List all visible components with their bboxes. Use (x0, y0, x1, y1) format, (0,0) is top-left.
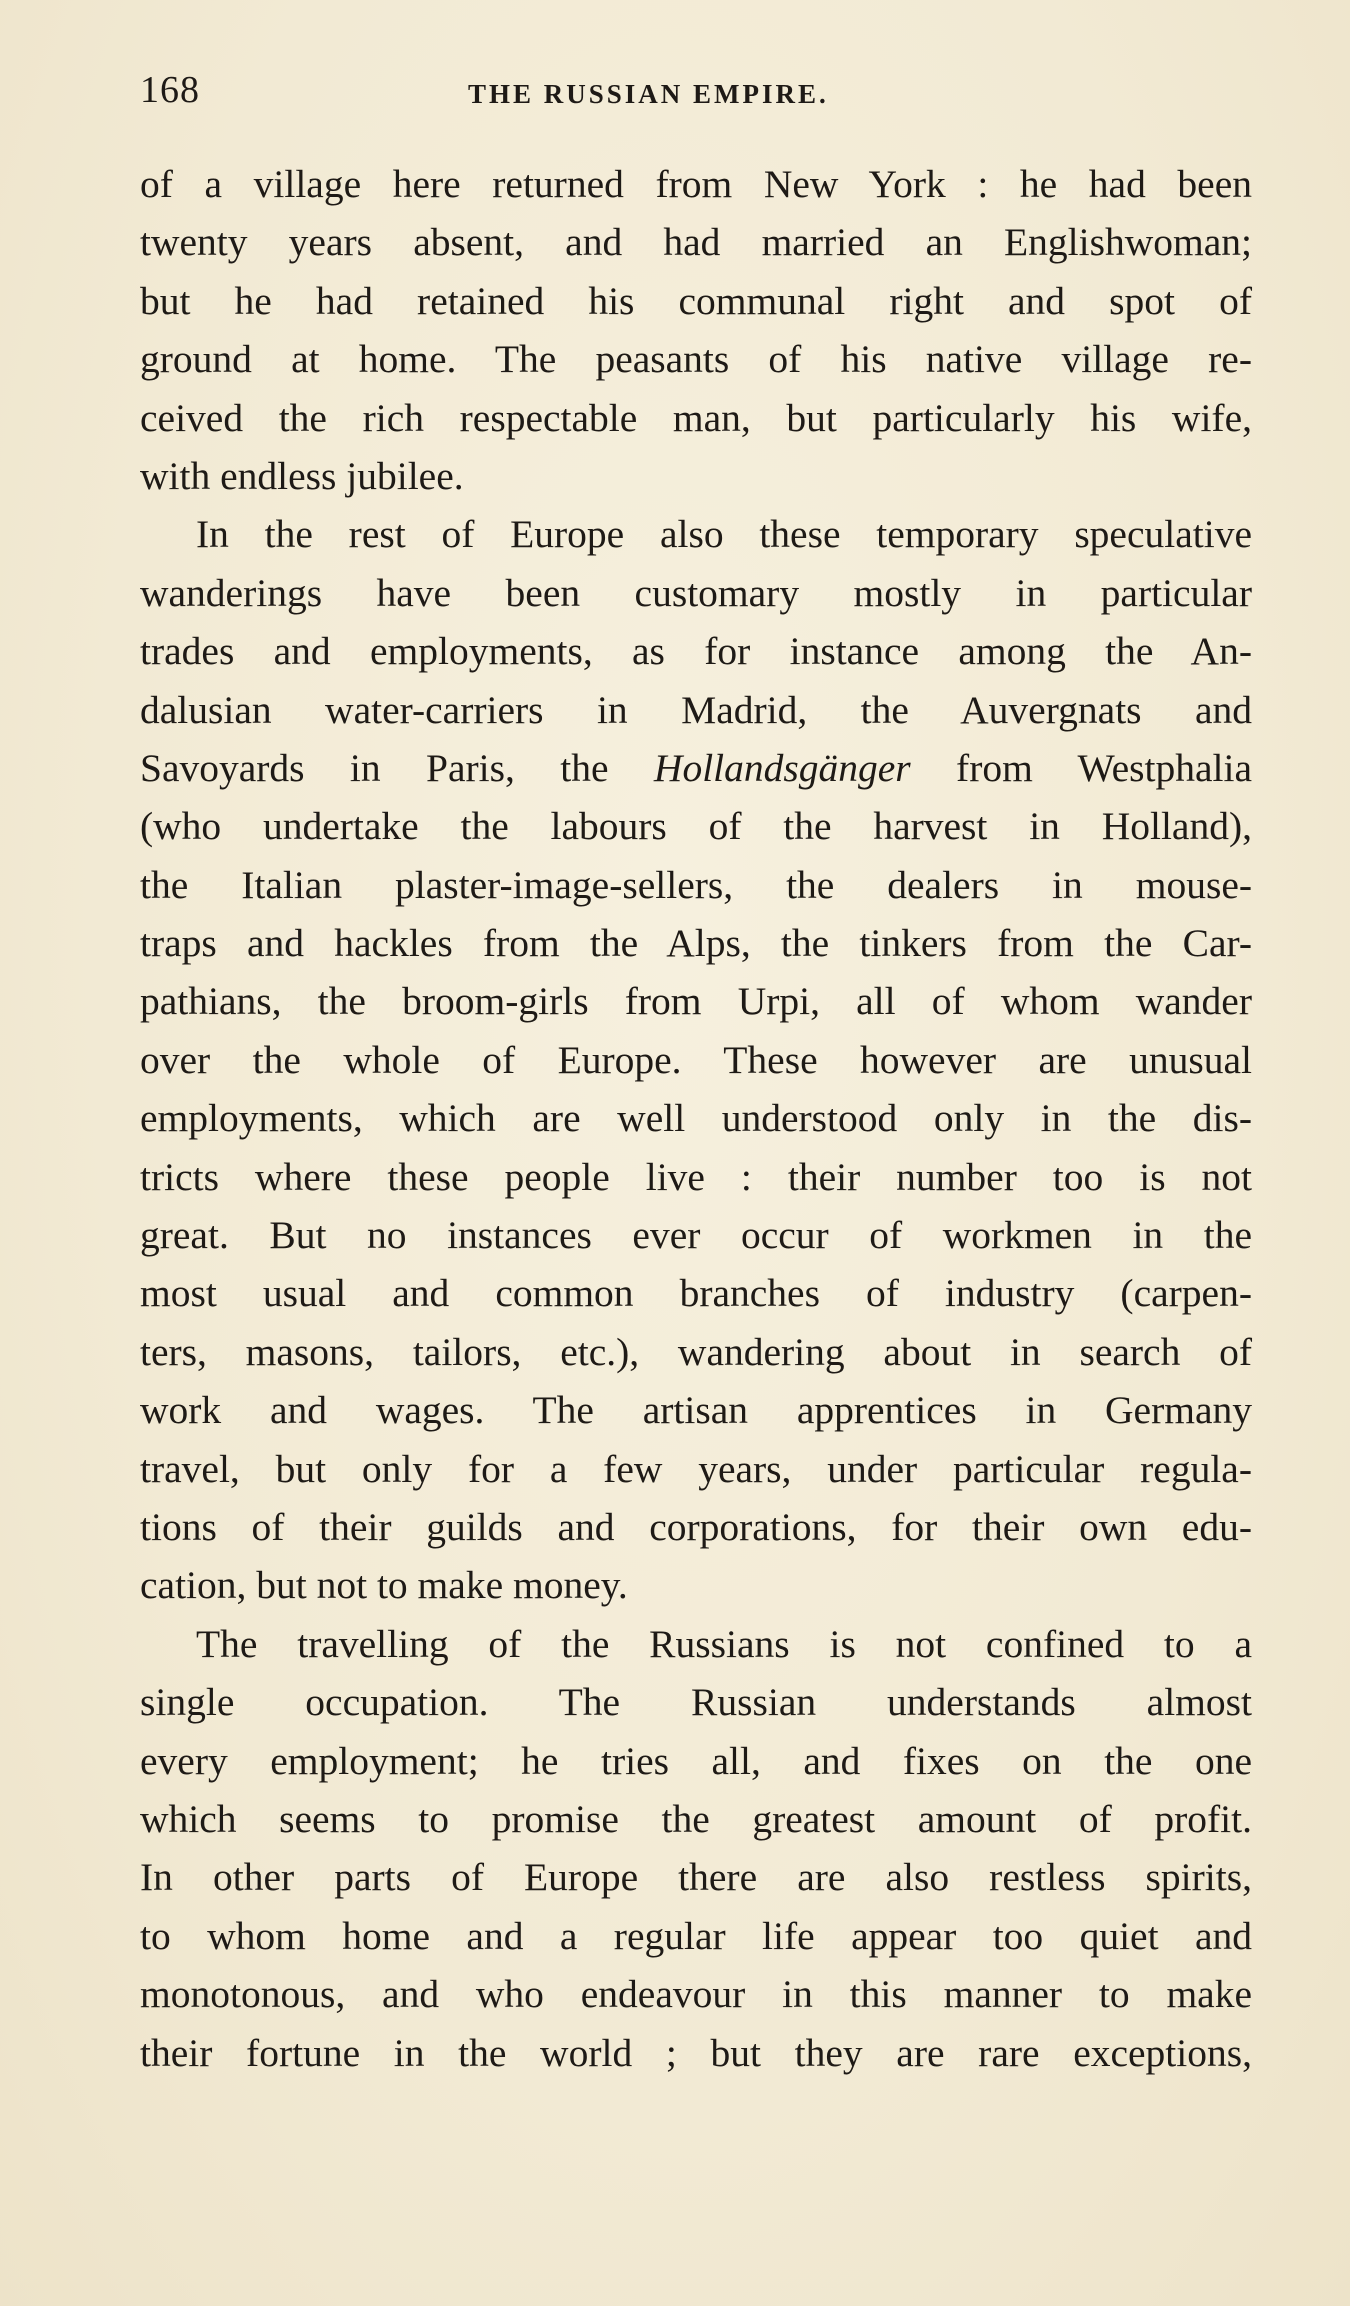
text-line: ground at home. The peasants of his native village re- (140, 337, 1252, 382)
text-segment: from Westphalia (910, 745, 1252, 790)
text-line: over the whole of Europe. These however are unusual (140, 1037, 1252, 1082)
text-line: dalusian water-carriers in Madrid, the Auvergnats and (140, 687, 1252, 732)
text-line (140, 739, 1252, 797)
text-line: pathians, the broom-girls from Urpi, all of whom wander (140, 979, 1252, 1024)
text-line: twenty years absent, and had married an Englishwoman; (140, 220, 1252, 265)
text-line: which seems to promise the greatest amount of profit. (140, 1796, 1252, 1841)
text-line: In other parts of Europe there are also restless spirits, (140, 1855, 1252, 1900)
text-line: their fortune in the world ; but they are rare exceptions, (140, 2030, 1252, 2075)
text-line: monotonous, and who endeavour in this manner to make (140, 1972, 1252, 2017)
italic-term: Hollandsgänger (653, 745, 911, 790)
text-line: wanderings have been customary mostly in particular (140, 570, 1252, 615)
text-line: In the rest of Europe also these temporary speculative (196, 512, 1252, 557)
text-line: ters, masons, tailors, etc.), wandering about in search of (140, 1329, 1252, 1374)
text-line: travel, but only for a few years, under particular regula- (140, 1446, 1252, 1491)
text-line: trades and employments, as for instance among the An- (140, 629, 1252, 674)
text-line: great. But no instances ever occur of workmen in the (140, 1213, 1252, 1258)
text-line: The travelling of the Russians is not confined to a (196, 1621, 1252, 1666)
paragraph (140, 1615, 1252, 2082)
text-line: work and wages. The artisan apprentices in Germany (140, 1388, 1252, 1433)
text-line: ceived the rich respectable man, but particularly his wife, (140, 395, 1252, 440)
page-header (138, 60, 1253, 120)
text-line: but he had retained his communal right and spot of (140, 278, 1252, 323)
text-line: to whom home and a regular life appear too quiet and (140, 1913, 1252, 1958)
text-line: of a village here returned from New York : he had been (140, 162, 1252, 206)
page-number: 168 (140, 69, 200, 111)
paragraph (140, 155, 1252, 505)
text-line: most usual and common branches of industry (carpen- (140, 1271, 1252, 1316)
paragraph (140, 505, 1252, 1614)
running-title: THE RUSSIAN EMPIRE. (468, 79, 829, 109)
text-segment: Savoyards in Paris, the (140, 745, 654, 790)
text-line: the Italian plaster-image-sellers, the dealers in mouse- (140, 862, 1252, 907)
text-line: traps and hackles from the Alps, the tinkers from the Car- (140, 921, 1252, 966)
text-line: tricts where these people live : their number too is not (140, 1154, 1252, 1199)
text-line: tions of their guilds and corporations, for their own edu- (140, 1504, 1252, 1549)
text-line: (who undertake the labours of the harvest in Holland), (140, 804, 1252, 849)
text-line: every employment; he tries all, and fixes on the one (140, 1738, 1252, 1783)
text-line: with endless jubilee. (140, 453, 464, 498)
body-text (140, 155, 1252, 2082)
text-line: employments, which are well understood only in the dis- (140, 1096, 1252, 1141)
text-line: cation, but not to make money. (140, 1563, 628, 1608)
text-line: single occupation. The Russian understands almost (140, 1680, 1252, 1725)
